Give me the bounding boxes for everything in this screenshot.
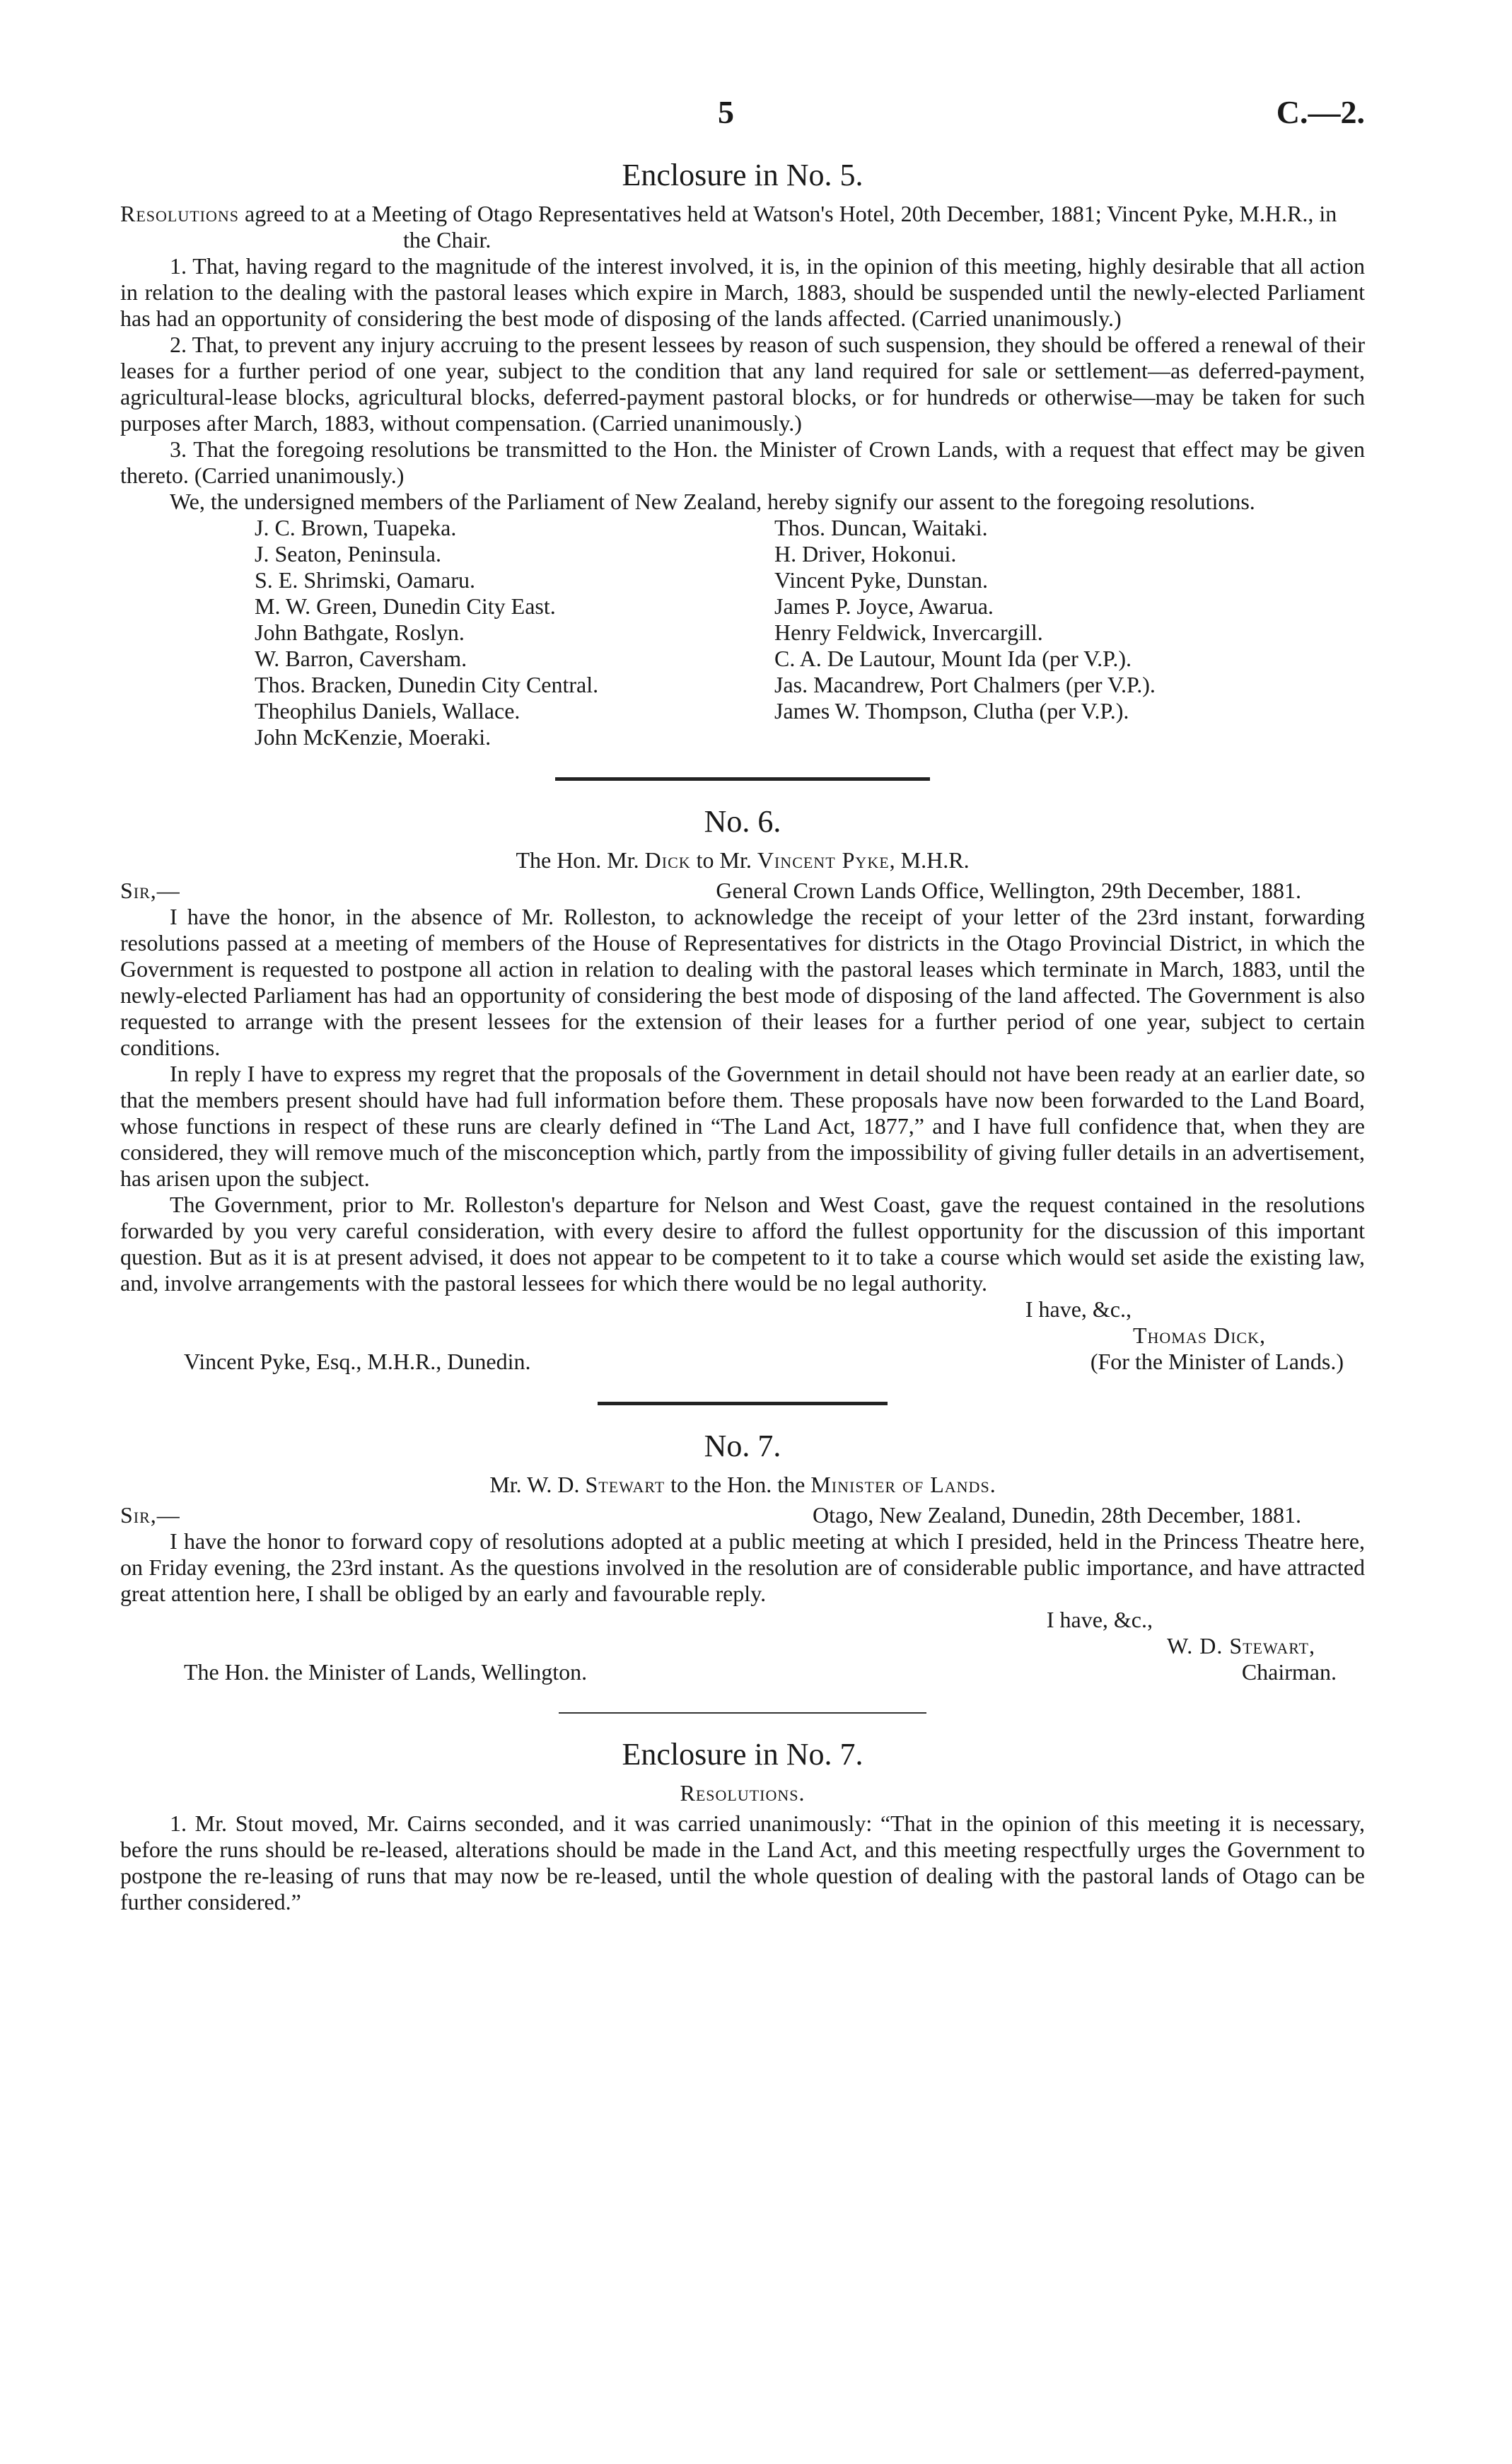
signatory: W. Barron, Caversham.	[255, 646, 467, 671]
document-page	[120, 94, 1365, 1915]
sub-text: Dick	[644, 847, 691, 873]
signatory: H. Driver, Hokonui.	[774, 541, 957, 566]
signatory: Jas. Macandrew, Port Chalmers (per V.P.).	[774, 672, 1156, 697]
enclosure-7-heading: Enclosure in No. 7.	[622, 1737, 863, 1772]
signatory: John McKenzie, Moeraki.	[255, 724, 492, 750]
signatories	[255, 515, 1365, 750]
sub-text: The Hon. Mr.	[516, 847, 645, 873]
enclosure-7-subheading: Resolutions.	[680, 1780, 806, 1806]
no-6-salutation-line	[120, 878, 1365, 904]
letter-paragraph: In reply I have to express my regret that the proposals of the Government in detail should not have been ready at an earlier date, so that the members present should have had full information before them. These proposals have now been forwarded to the Land Board, whose functions in respect of these runs are clearly defined in “The Land Act, 1877,” and I have full confidence that, when they are considered, they will remove much of the misconception which, partly from the impossibility of giving fuller details in an advertisement, has arisen upon the subject.	[120, 1061, 1365, 1191]
enclosure-5-heading: Enclosure in No. 5.	[622, 158, 863, 192]
sub-text: Minister of Lands	[810, 1472, 990, 1497]
signatories-right	[774, 515, 1294, 750]
no-6-subheading	[120, 847, 1365, 873]
signatory: J. Seaton, Peninsula.	[255, 541, 441, 566]
enclosure-5-intro	[120, 201, 1365, 253]
sub-text: , M.H.R.	[889, 847, 970, 873]
signatory: James W. Thompson, Clutha (per V.P.).	[774, 698, 1129, 723]
sub-text: to the Hon. the	[665, 1472, 811, 1497]
section-divider	[598, 1402, 888, 1405]
addressee: Vincent Pyke, Esq., M.H.R., Dunedin.	[184, 1349, 531, 1374]
letter-paragraph: I have the honor, in the absence of Mr. Rolleston, to acknowledge the receipt of your letter of the 23rd instant, forwarding resolutions passed at a meeting of members of the House of Representatives for districts in the Otago Provincial District, in which the Government is requested to postpone all action in relation to dealing with the pastoral leases which terminate in March, 1883, until the newly-elected Parliament has had an opportunity of considering the best mode of disposing of the land affected. The Government is also requested to arrange with the present lessees for the extension of their leases for a further period of one year, subject to certain conditions.	[120, 904, 1365, 1060]
signatory: John Bathgate, Roslyn.	[255, 620, 465, 645]
dateline: General Crown Lands Office, Wellington, 29th December, 1881.	[716, 878, 1301, 903]
resolution-1: 1. That, having regard to the magnitude of the interest involved, it is, in the opinion of this meeting, highly desirable that all action in relation to the dealing with the pastoral leases which expire in March, 1883, should be suspended until the newly-elected Parliament has had an opportunity of considering the best mode of disposing of the lands affected. (Carried unanimously.)	[120, 253, 1365, 331]
sub-text: Mr. W. D.	[489, 1472, 586, 1497]
signatory: Vincent Pyke, Dunstan.	[774, 567, 989, 593]
no-7-heading: No. 7.	[704, 1429, 781, 1463]
intro-lead: Resolutions	[120, 201, 240, 226]
no-6-address-line	[120, 1349, 1365, 1375]
signer-role: (For the Minister of Lands.)	[1090, 1349, 1344, 1374]
no-7-subheading	[120, 1472, 1365, 1498]
signatory: Thos. Bracken, Dunedin City Central.	[255, 672, 599, 697]
resolution-2: 2. That, to prevent any injury accruing to the present lessees by reason of such suspension, they should be offered a renewal of their leases for a further period of one year, subject to the condition that any land required for sale or settlement—as deferred-payment, agricultural-lease blocks, agricultural blocks, deferred-payment pastoral blocks, or for hundreds or otherwise—may be taken for such purposes after March, 1883, without compensation. (Carried unanimously.)	[120, 332, 1365, 436]
document-code: C.—2.	[1276, 94, 1365, 130]
intro-text: agreed to at a Meeting of Otago Representatives held at Watson's Hotel, 20th December, 1881; Vincent Pyke, M.H.R., in the Chair.	[239, 201, 1337, 252]
page-number: 5	[718, 94, 734, 130]
sub-text: Vincent Pyke	[757, 847, 890, 873]
letter-close: I have, &c.,	[1025, 1296, 1132, 1322]
signatories-left	[255, 515, 774, 750]
letter-signer: Thomas Dick,	[1132, 1323, 1266, 1348]
assent-statement: We, the undersigned members of the Parliament of New Zealand, hereby signify our assent to the foregoing resolutions.	[170, 489, 1255, 514]
signatory: Theophilus Daniels, Wallace.	[255, 698, 521, 723]
dateline: Otago, New Zealand, Dunedin, 28th December, 1881.	[813, 1502, 1301, 1528]
section-divider	[559, 1712, 926, 1714]
signatory: M. W. Green, Dunedin City East.	[255, 593, 556, 619]
letter-paragraph: The Government, prior to Mr. Rolleston's departure for Nelson and West Coast, gave the request contained in the resolutions forwarded by you very careful consideration, with every desire to afford the fullest opportunity for the discussion of this important question. But as it is at present advised, it does not appear to be competent to it to take a course which would set aside the existing law, and, involve arrangements with the pastoral lessees for which there would be no legal authority.	[120, 1192, 1365, 1296]
letter-close: I have, &c.,	[1046, 1607, 1153, 1632]
enclosure-7-resolution: 1. Mr. Stout moved, Mr. Cairns seconded, and it was carried unanimously: “That in the opinion of this meeting it is necessary, before the runs should be re-leased, alterations should be made in the Land Act, and this meeting respectfully urges the Government to postpone the re-leasing of runs that may now be re-leased, until the whole question of dealing with the pastoral lands of Otago can be further considered.”	[120, 1811, 1365, 1914]
signatory: C. A. De Lautour, Mount Ida (per V.P.).	[774, 646, 1132, 671]
sub-text: Stewart	[585, 1472, 665, 1497]
no-7-salutation-line	[120, 1502, 1365, 1528]
no-7-address-line	[120, 1659, 1365, 1685]
salutation: Sir,—	[120, 1502, 180, 1528]
signatory: S. E. Shrimski, Oamaru.	[255, 567, 475, 593]
signatory: Thos. Duncan, Waitaki.	[774, 515, 988, 540]
resolution-3: 3. That the foregoing resolutions be transmitted to the Hon. the Minister of Crown Lands, with a request that effect may be given thereto. (Carried unanimously.)	[120, 436, 1365, 488]
signatory: James P. Joyce, Awarua.	[774, 593, 994, 619]
salutation: Sir,—	[120, 878, 180, 903]
letter-paragraph: I have the honor to forward copy of resolutions adopted at a public meeting at which I presided, held in the Princess Theatre here, on Friday evening, the 23rd instant. As the questions involved in the resolution are of considerable public importance, and have attracted great attention here, I shall be obliged by an early and favourable reply.	[120, 1528, 1365, 1606]
addressee: The Hon. the Minister of Lands, Wellington.	[184, 1659, 588, 1685]
signatory: J. C. Brown, Tuapeka.	[255, 515, 457, 540]
signatory: Henry Feldwick, Invercargill.	[774, 620, 1043, 645]
letter-signer: W. D. Stewart,	[1166, 1633, 1315, 1658]
no-6-heading: No. 6.	[704, 804, 781, 839]
sub-text: to Mr.	[690, 847, 757, 873]
section-divider	[555, 777, 930, 781]
signer-role: Chairman.	[1241, 1659, 1337, 1685]
running-header	[120, 94, 1365, 141]
sub-text: .	[989, 1472, 996, 1497]
